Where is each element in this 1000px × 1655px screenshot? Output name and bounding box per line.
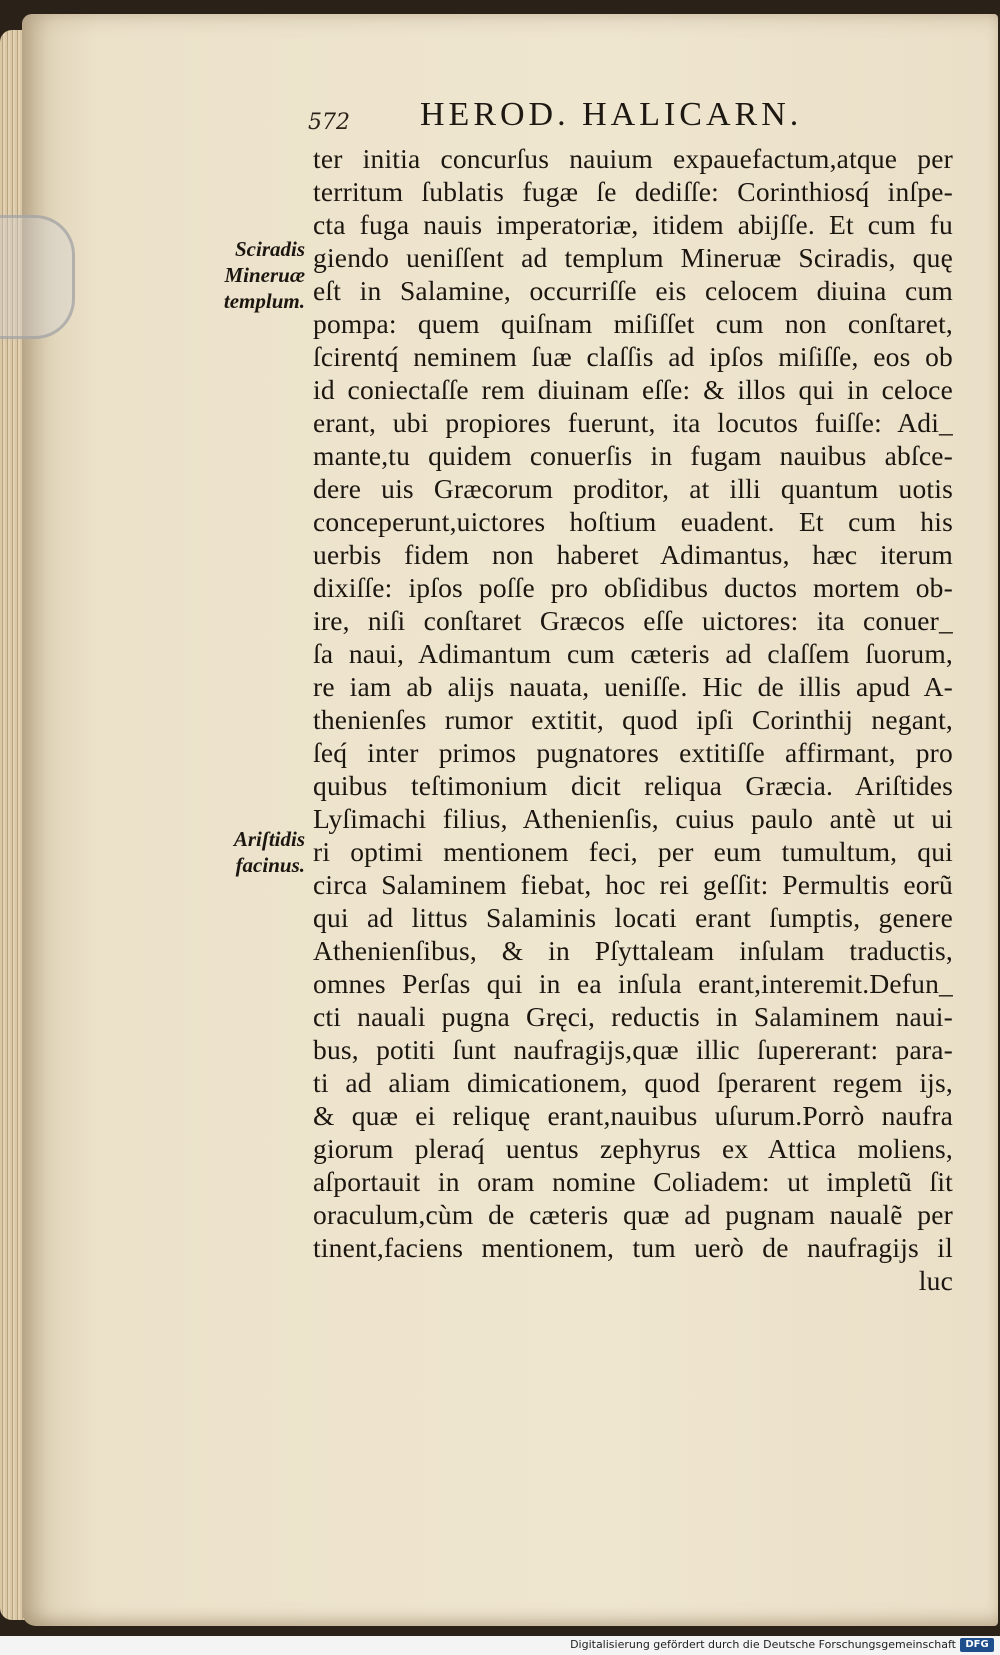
text-line: thenienſes rumor extitit, quod ipſi Corinthij negant, <box>313 704 953 735</box>
text-line: tinent,faciens mentionem, tum uerò de naufragijs il <box>313 1232 953 1263</box>
text-line: dere uis Græcorum proditor, at illi quantum uotis <box>313 473 953 504</box>
text-line: cti nauali pugna Gręci, reductis in Salaminem naui- <box>313 1001 953 1032</box>
text-line: dixiſſe: ipſos poſſe pro obſidibus ductos mortem ob- <box>313 572 953 603</box>
page-clip <box>0 215 75 339</box>
text-line: oraculum,cùm de cæteris quæ ad pugnam naualẽ per <box>313 1199 953 1230</box>
text-line: ſeq́ inter primos pugnatores extitiſſe affirmant, pro <box>313 737 953 768</box>
text-line: ſa naui, Adimantum cum cæteris ad claſſem ſuorum, <box>313 638 953 669</box>
text-line: ire, niſi conſtaret Græcos eſſe uictores: ita conuer_ <box>313 605 953 636</box>
marginal-note-line: Mineruæ <box>224 263 305 287</box>
text-line: Lyſimachi filius, Athenienſis, cuius paulo antè ut ui <box>313 803 953 834</box>
text-line: cta fuga nauis imperatoriæ, itidem abijſſe. Et cum fu <box>313 209 953 240</box>
text-line: territum ſublatis fugæ ſe dediſſe: Corinthiosq́ inſpe- <box>313 176 953 207</box>
marginal-note-line: Ariſtidis <box>233 827 305 851</box>
text-line: circa Salaminem fiebat, hoc rei geſſit: Permultis eorũ <box>313 869 953 900</box>
running-head: HEROD. HALICARN. <box>420 96 803 133</box>
text-line: eſt in Salamine, occurriſſe eis celocem diuina cum <box>313 275 953 306</box>
text-line: mante,tu quidem conuerſis in fugam nauibus abſce- <box>313 440 953 471</box>
text-line: ter initia concurſus nauium expauefactum,atque per <box>313 143 953 174</box>
dfg-logo-icon: DFG <box>960 1638 994 1652</box>
text-line: uerbis fidem non haberet Adimantus, hæc iterum <box>313 539 953 570</box>
text-line: quibus teſtimonium dicit reliqua Græcia. Ariſtides <box>313 770 953 801</box>
text-line: giorum pleraq́ uentus zephyrus ex Attica moliens, <box>313 1133 953 1164</box>
text-line: id coniectaſſe rem diuinam eſſe: & illos qui in celoce <box>313 374 953 405</box>
marginal-note-line: Sciradis <box>234 237 305 261</box>
marginal-note-aristidis <box>193 826 305 878</box>
marginal-note-line: templum. <box>223 289 305 313</box>
marginal-note-line: facinus. <box>235 853 305 877</box>
body-text <box>313 142 953 1297</box>
page-number: 572 <box>308 110 350 135</box>
text-line: omnes Perſas qui in ea inſula erant,interemit.Defun_ <box>313 968 953 999</box>
text-line: Athenienſibus, & in Pſyttaleam inſulam traductis, <box>313 935 953 966</box>
text-line: & quæ ei reliquę erant,nauibus uſurum.Porrò naufra <box>313 1100 953 1131</box>
marginal-note-sciradis <box>193 236 305 314</box>
text-line: erant, ubi propiores fuerunt, ita locutos fuiſſe: Adi_ <box>313 407 953 438</box>
footer-credit: Digitalisierung gefördert durch die Deutsche Forschungsgemeinschaft <box>570 1638 956 1651</box>
text-line: ri optimi mentionem feci, per eum tumultum, qui <box>313 836 953 867</box>
text-line: giendo ueniſſent ad templum Mineruæ Sciradis, quę <box>313 242 953 273</box>
text-line: aſportauit in oram nomine Coliadem: ut impletũ ſit <box>313 1166 953 1197</box>
text-line: pompa: quem quiſnam miſiſſet cum non conſtaret, <box>313 308 953 339</box>
text-line: ti ad aliam dimicationem, quod ſperarent regem ijs, <box>313 1067 953 1098</box>
text-line: conceperunt,uictores hoſtium euadent. Et cum his <box>313 506 953 537</box>
text-line: re iam ab alijs nauata, ueniſſe. Hic de illis apud A- <box>313 671 953 702</box>
text-line: qui ad littus Salaminis locati erant ſumptis, genere <box>313 902 953 933</box>
text-line: bus, potiti ſunt naufragijs,quæ illic ſupererant: para- <box>313 1034 953 1065</box>
text-line: ſcirentq́ neminem ſuæ claſſis ad ipſos miſiſſe, eos ob <box>313 341 953 372</box>
catchword: luc <box>918 1265 953 1296</box>
